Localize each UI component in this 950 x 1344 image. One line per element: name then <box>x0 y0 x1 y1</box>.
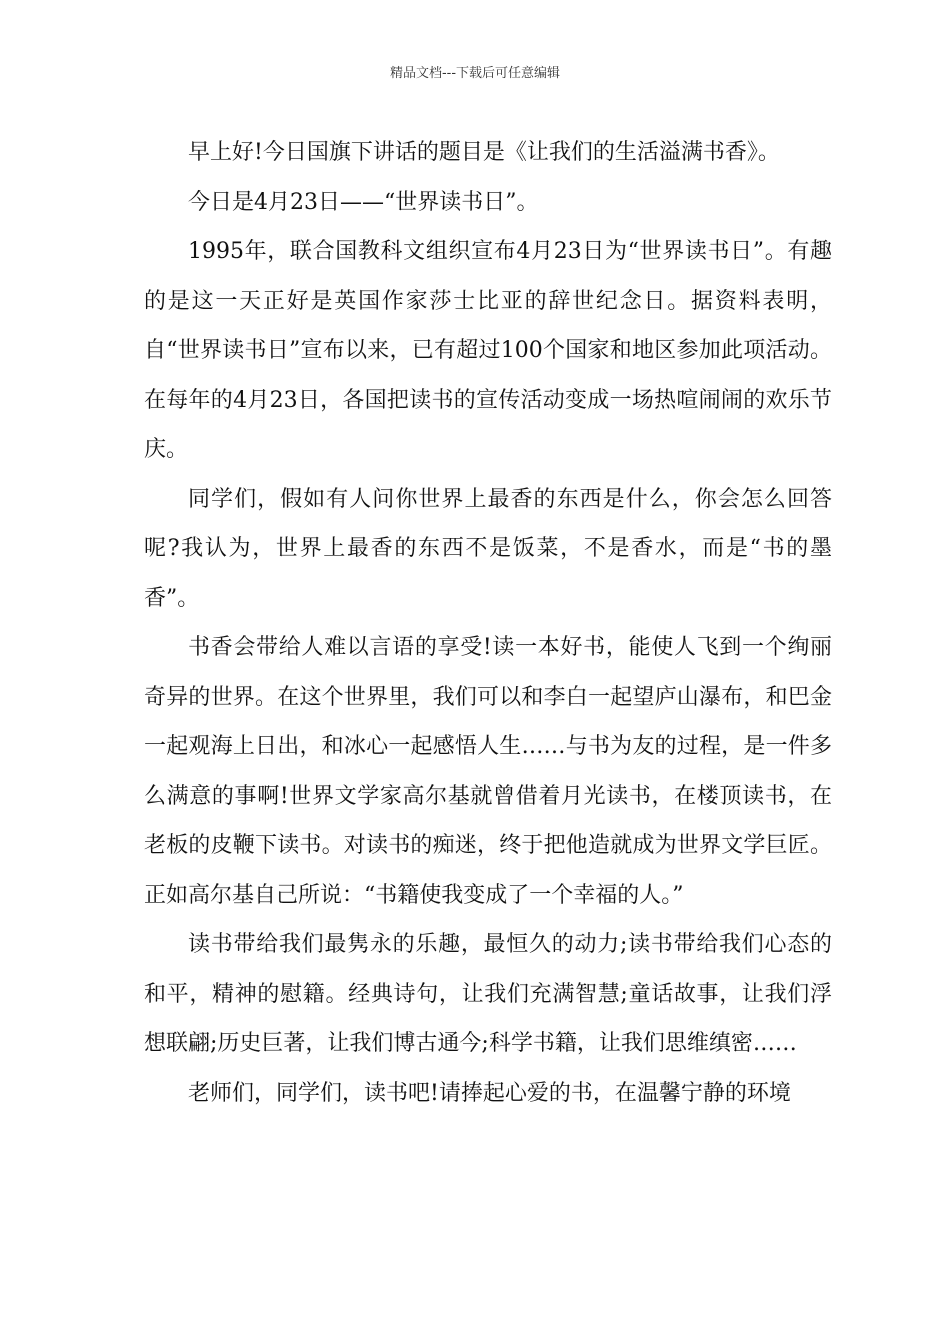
paragraph-reading-benefits: 读书带给我们最隽永的乐趣，最恒久的动力;读书带给我们心态的和平，精神的慰籍。经典诗句，让我们充满智慧;童话故事，让我们浮想联翩;历史巨著，让我们博古通今;科学书籍，让我们思维缜密…… <box>144 932 832 1056</box>
paragraph-date: 今日是4月23日——“世界读书日”。 <box>188 189 539 215</box>
paragraph-closing: 老师们，同学们，读书吧!请捧起心爱的书，在温馨宁静的环境 <box>188 1080 791 1106</box>
paragraph-book-fragrance: 书香会带给人难以言语的享受!读一本好书，能使人飞到一个绚丽奇异的世界。在这个世界里，我们可以和李白一起望庐山瀑布，和巴金一起观海上日出，和冰心一起感悟人生……与书为友的过程，是一件多么满意的事啊!世界文学家高尔基就曾借着月光读书，在楼顶读书，在老板的皮鞭下读书。对读书的痴迷，终于把他造就成为世界文学巨匠。正如高尔基自己所说：“书籍使我变成了一个幸福的人。” <box>144 635 832 908</box>
document-body <box>144 128 832 1118</box>
paragraph-history: 1995年，联合国教科文组织宣布4月23日为“世界读书日”。有趣的是这一天正好是英国作家莎士比亚的辞世纪念日。据资料表明，自“世界读书日”宣布以来，已有超过100个国家和地区参加此项活动。在每年的4月23日，各国把读书的宣传活动变成一场热喧闹闹的欢乐节庆。 <box>144 239 832 462</box>
page-header: 精品文档---下载后可任意编辑 <box>389 66 561 81</box>
paragraph-question: 同学们，假如有人问你世界上最香的东西是什么，你会怎么回答呢?我认为，世界上最香的东西不是饭菜，不是香水，而是“书的墨香”。 <box>144 486 832 611</box>
paragraph-greeting: 早上好!今日国旗下讲话的题目是《让我们的生活溢满书香》。 <box>188 140 780 165</box>
